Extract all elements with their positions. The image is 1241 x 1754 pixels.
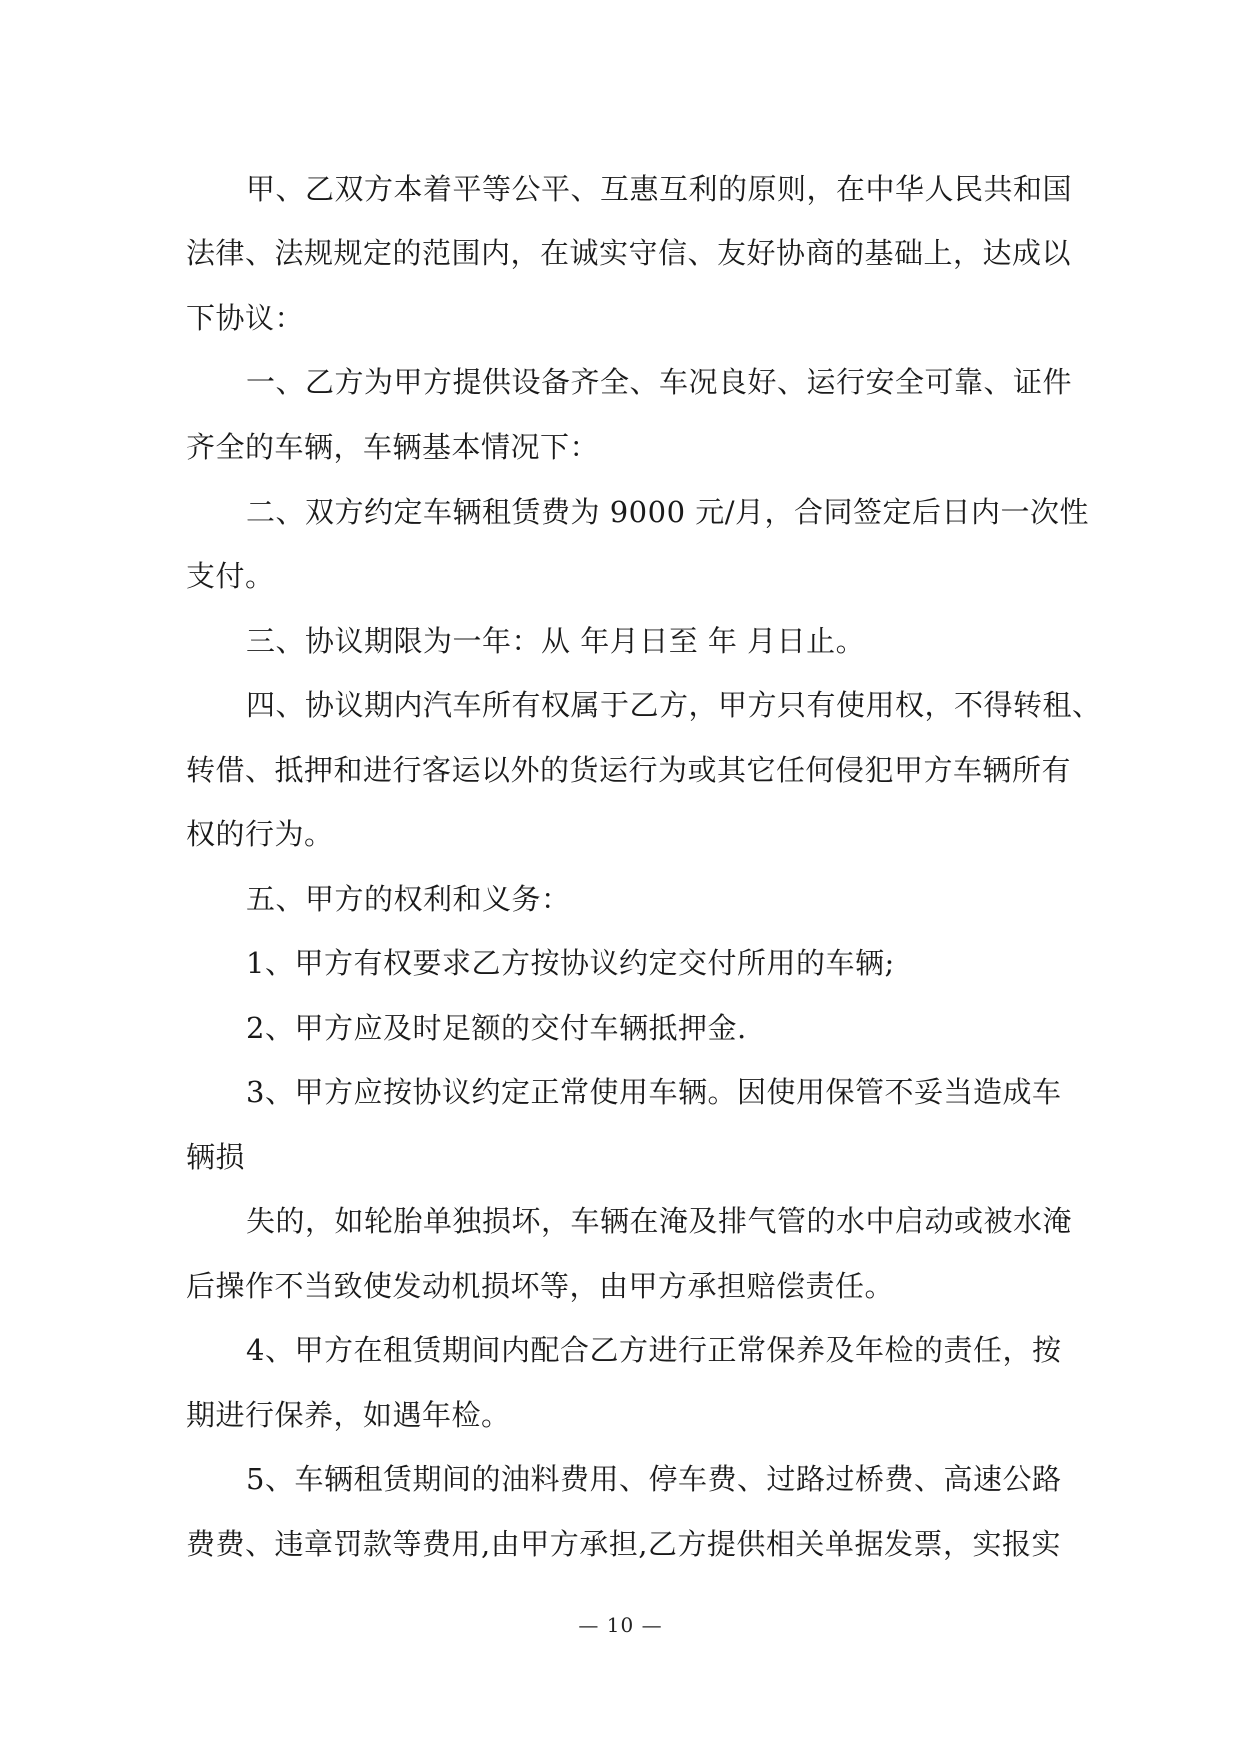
text-line: 1、甲方有权要求乙方按协议约定交付所用的车辆; <box>246 946 895 980</box>
text-line: 二、双方约定车辆租赁费为 9000 元/月，合同签定后日内一次性 <box>246 495 1090 529</box>
text-line: 支付。 <box>186 559 275 593</box>
text-line: 法律、法规规定的范围内，在诚实守信、友好协商的基础上，达成以 <box>186 236 1072 270</box>
page-number: — 10 — <box>578 1613 663 1637</box>
text-line: 3、甲方应按协议约定正常使用车辆。因使用保管不妥当造成车 <box>246 1075 1062 1109</box>
text-line: 权的行为。 <box>186 817 334 851</box>
text-line: 三、协议期限为一年：从 年月日至 年 月日止。 <box>246 624 866 658</box>
text-line: 甲、乙双方本着平等公平、互惠互利的原则，在中华人民共和国 <box>246 172 1073 206</box>
text-line: 4、甲方在租赁期间内配合乙方进行正常保养及年检的责任，按 <box>246 1333 1062 1367</box>
text-line: 费费、违章罚款等费用,由甲方承担,乙方提供相关单据发票，实报实 <box>186 1527 1061 1561</box>
text-line: 五、甲方的权利和义务： <box>246 882 571 916</box>
text-line: 期进行保养，如遇年检。 <box>186 1398 511 1432</box>
text-line: 一、乙方为甲方提供设备齐全、车况良好、运行安全可靠、证件 <box>246 365 1073 399</box>
text-line: 5、车辆租赁期间的油料费用、停车费、过路过桥费、高速公路 <box>246 1462 1062 1496</box>
text-line: 四、协议期内汽车所有权属于乙方，甲方只有使用权，不得转租、 <box>246 688 1102 722</box>
text-line: 2、甲方应及时足额的交付车辆抵押金. <box>246 1011 747 1045</box>
text-line: 失的，如轮胎单独损坏，车辆在淹及排气管的水中启动或被水淹 <box>246 1204 1073 1238</box>
text-line: 下协议： <box>186 301 305 335</box>
text-line: 齐全的车辆，车辆基本情况下： <box>186 430 600 464</box>
text-line: 转借、抵押和进行客运以外的货运行为或其它任何侵犯甲方车辆所有 <box>186 753 1072 787</box>
text-line: 辆损 <box>186 1140 246 1174</box>
text-line: 后操作不当致使发动机损坏等，由甲方承担赔偿责任。 <box>186 1269 895 1303</box>
